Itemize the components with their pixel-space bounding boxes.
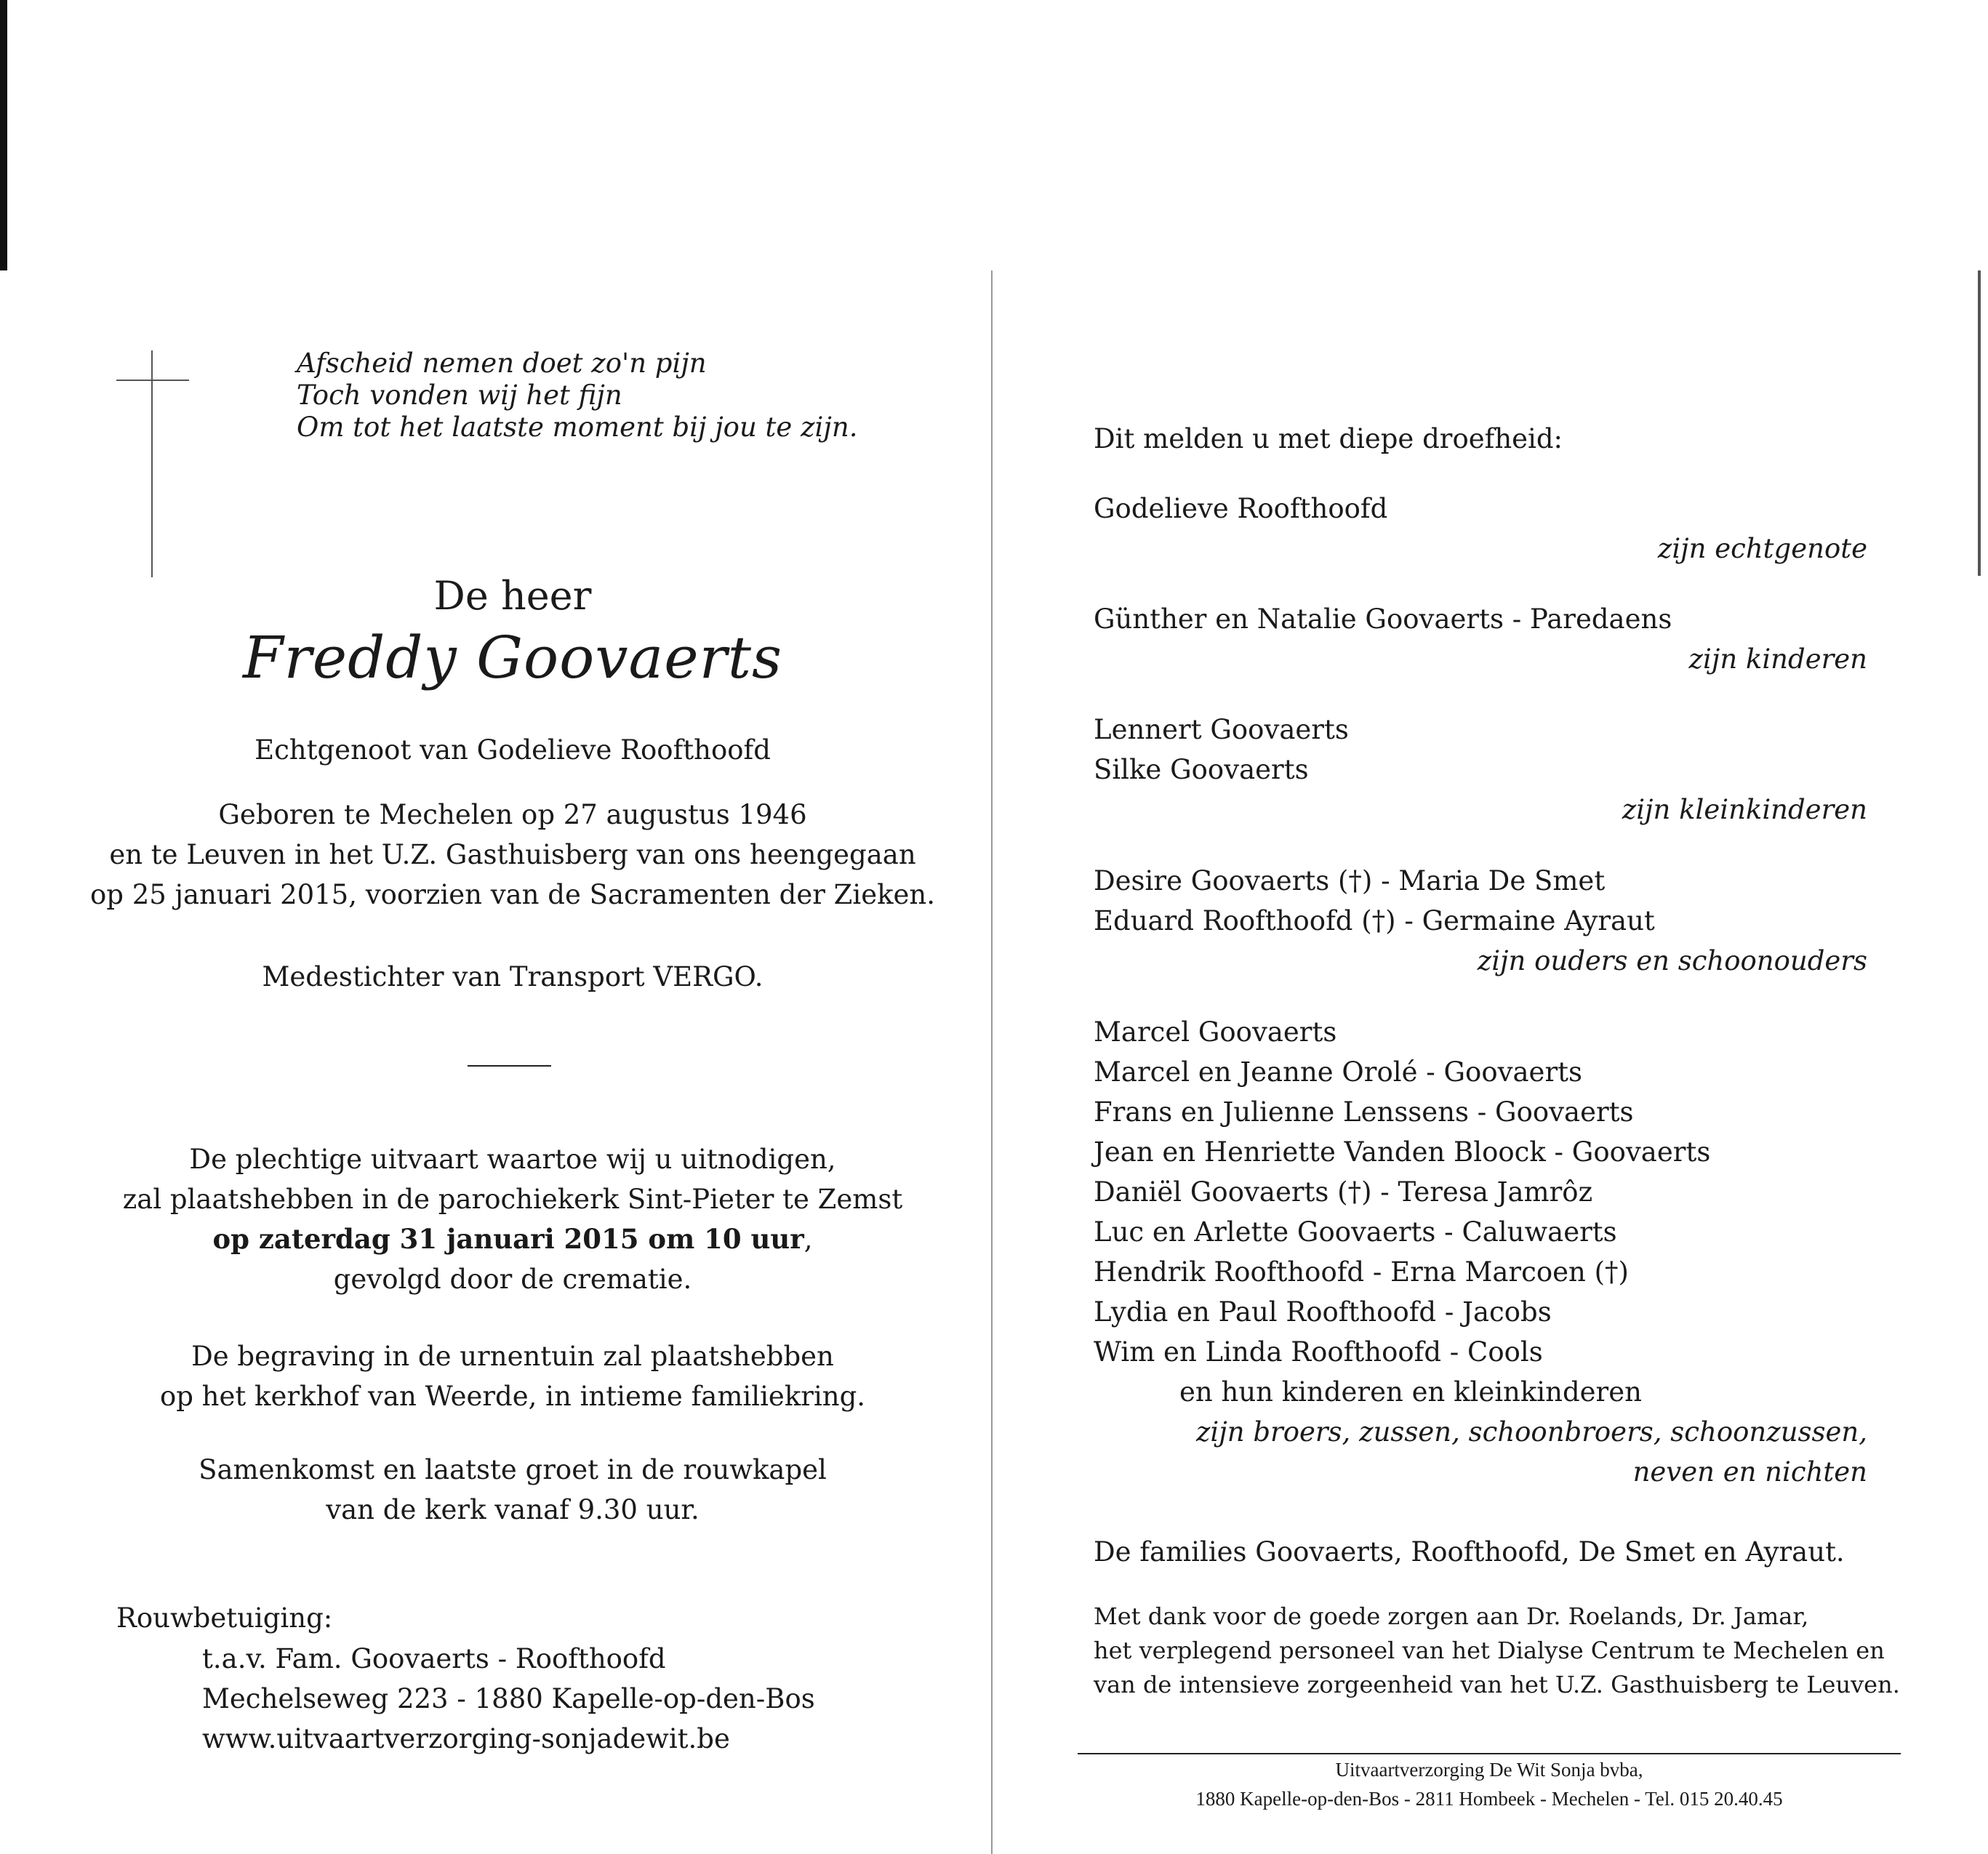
- separator: [468, 1065, 551, 1067]
- deceased-name: Freddy Goovaerts: [242, 624, 783, 691]
- siblings-role-line: neven en nichten: [1632, 1456, 1867, 1488]
- poem-line: Toch vonden wij het fijn: [297, 380, 622, 411]
- spouse-role: zijn echtgenote: [1657, 533, 1867, 564]
- families-line: De families Goovaerts, Roofthoofd, De Smet en Ayraut.: [1094, 1536, 1845, 1568]
- thanks-note: [1094, 1600, 1900, 1702]
- siblings-list: [1094, 1012, 1710, 1372]
- sibling-name: Marcel Goovaerts: [1094, 1016, 1337, 1048]
- poem-line: Om tot het laatste moment bij jou te zijn.: [297, 412, 858, 443]
- cross-icon-vertical: [151, 350, 153, 577]
- funeral-home-footer: [1078, 1755, 1901, 1813]
- footer-rule: [1078, 1753, 1901, 1754]
- footer-line: 1880 Kapelle-op-den-Bos - 2811 Hombeek - Mechelen - Tel. 015 20.40.45: [1195, 1788, 1783, 1810]
- siblings-role: [1094, 1412, 1867, 1492]
- funeral-date: op zaterdag 31 januari 2015 om 10 uur: [212, 1223, 804, 1255]
- condolence-label: Rouwbetuiging:: [116, 1602, 333, 1634]
- sibling-name: Marcel en Jeanne Orolé - Goovaerts: [1094, 1056, 1582, 1088]
- thanks-line: het verplegend personeel van het Dialyse Centrum te Mechelen en: [1094, 1637, 1885, 1664]
- gathering-line: Samenkomst en laatste groet in de rouwkapel: [199, 1454, 827, 1485]
- card-fold-line: [991, 270, 993, 1854]
- parents-list: [1094, 861, 1655, 941]
- footer-line: Uitvaartverzorging De Wit Sonja bvba,: [1335, 1759, 1643, 1781]
- grandchildren-role: zijn kleinkinderen: [1622, 794, 1867, 825]
- sibling-name: Frans en Julienne Lenssens - Goovaerts: [1094, 1096, 1634, 1128]
- condolence-line: t.a.v. Fam. Goovaerts - Roofthoofd: [202, 1643, 666, 1674]
- thanks-line: Met dank voor de goede zorgen aan Dr. Roelands, Dr. Jamar,: [1094, 1602, 1809, 1630]
- condolence-website: www.uitvaartverzorging-sonjadewit.be: [202, 1723, 730, 1754]
- parent-name: Desire Goovaerts (†) - Maria De Smet: [1094, 865, 1606, 896]
- cross-icon-horizontal: [116, 380, 189, 381]
- funeral-date-line: [87, 1219, 938, 1259]
- funeral-date-suffix: ,: [803, 1224, 813, 1255]
- siblings-children: en hun kinderen en kleinkinderen: [1179, 1376, 1642, 1408]
- funeral-info: [87, 1139, 938, 1299]
- parents-role: zijn ouders en schoonouders: [1477, 945, 1867, 976]
- condolence-address: [202, 1639, 815, 1759]
- birth-line: Geboren te Mechelen op 27 augustus 1946: [218, 799, 807, 830]
- children-role: zijn kinderen: [1688, 643, 1867, 675]
- gathering-info: [87, 1450, 938, 1530]
- spouse-name: Godelieve Roofthoofd: [1094, 493, 1388, 524]
- grandchild-name: Lennert Goovaerts: [1094, 714, 1349, 745]
- announcement-intro: Dit melden u met diepe droefheid:: [1094, 423, 1563, 454]
- honorific: De heer: [433, 573, 592, 619]
- funeral-line: De plechtige uitvaart waartoe wij u uitnodigen,: [189, 1144, 836, 1175]
- thanks-line: van de intensieve zorgeenheid van het U.Z. Gasthuisberg te Leuven.: [1094, 1671, 1900, 1698]
- burial-line: De begraving in de urnentuin zal plaatshebben: [191, 1341, 834, 1372]
- poem: [297, 348, 858, 444]
- grandchild-name: Silke Goovaerts: [1094, 754, 1309, 785]
- children-name: Günther en Natalie Goovaerts - Paredaens: [1094, 603, 1672, 635]
- birth-line: op 25 januari 2015, voorzien van de Sacramenten der Zieken.: [89, 879, 936, 910]
- funeral-line: gevolgd door de crematie.: [333, 1264, 692, 1295]
- parent-name: Eduard Roofthoofd (†) - Germaine Ayraut: [1094, 905, 1655, 936]
- sibling-name: Daniël Goovaerts (†) - Teresa Jamrôz: [1094, 1176, 1593, 1208]
- sibling-name: Hendrik Roofthoofd - Erna Marcoen (†): [1094, 1256, 1629, 1288]
- birth-death-info: [87, 795, 938, 915]
- scan-edge-left: [0, 0, 7, 270]
- siblings-role-line: zijn broers, zussen, schoonbroers, schoonzussen,: [1195, 1416, 1867, 1448]
- spouse-line: Echtgenoot van Godelieve Roofthoofd: [254, 734, 771, 766]
- funeral-line: zal plaatshebben in de parochiekerk Sint-Pieter te Zemst: [122, 1184, 903, 1215]
- sibling-name: Luc en Arlette Goovaerts - Caluwaerts: [1094, 1216, 1617, 1248]
- poem-line: Afscheid nemen doet zo'n pijn: [297, 348, 707, 379]
- sibling-name: Jean en Henriette Vanden Bloock - Goovaerts: [1094, 1136, 1711, 1168]
- sibling-name: Wim en Linda Roofthoofd - Cools: [1094, 1336, 1543, 1368]
- burial-line: op het kerkhof van Weerde, in intieme familiekring.: [159, 1381, 866, 1412]
- gathering-line: van de kerk vanaf 9.30 uur.: [326, 1494, 700, 1525]
- sibling-name: Lydia en Paul Roofthoofd - Jacobs: [1094, 1296, 1552, 1328]
- grandchildren-list: [1094, 710, 1349, 790]
- burial-info: [87, 1336, 938, 1416]
- birth-line: en te Leuven in het U.Z. Gasthuisberg van ons heengegaan: [109, 839, 916, 870]
- condolence-line: Mechelseweg 223 - 1880 Kapelle-op-den-Bos: [202, 1683, 815, 1714]
- founder-line: Medestichter van Transport VERGO.: [262, 961, 763, 992]
- scan-edge-right: [1978, 270, 1981, 576]
